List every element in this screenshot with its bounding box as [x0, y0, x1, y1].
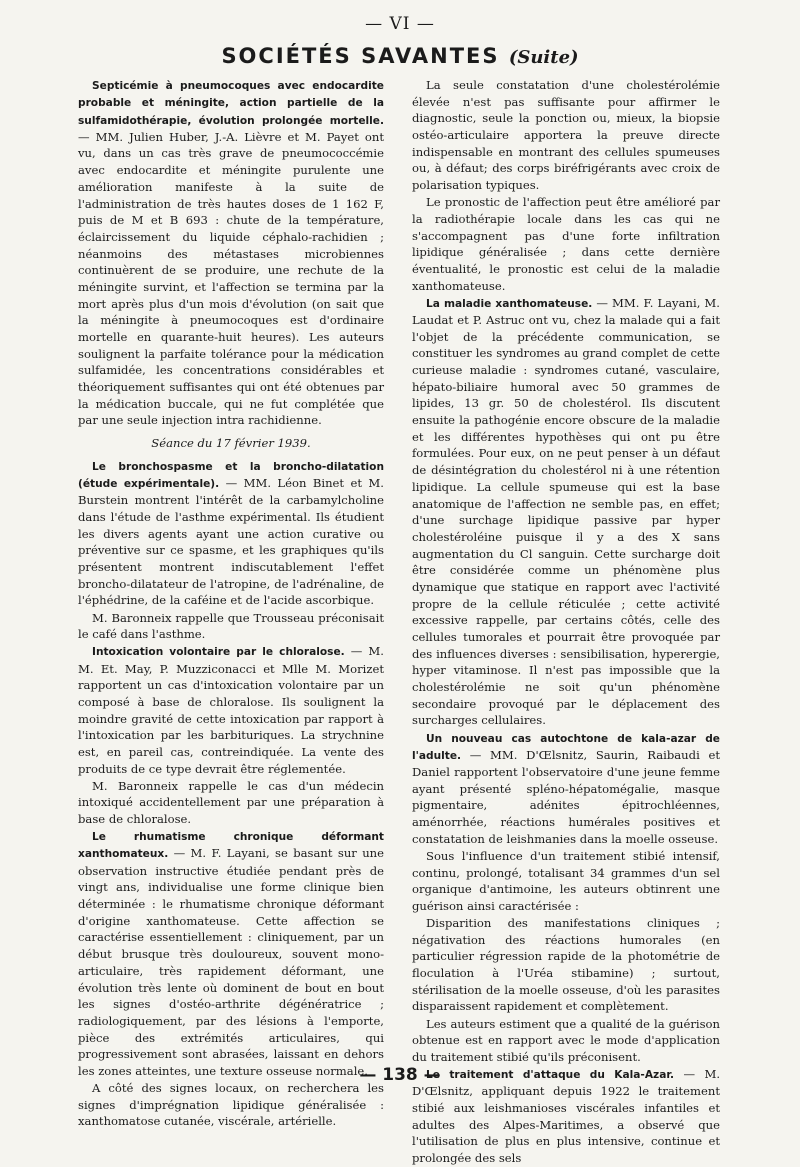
- roman-page-marker: — VI —: [365, 14, 435, 34]
- paragraph: Disparition des manifestations cliniques ; négativation des réactions humorales (en particulier régression rapide de la photométrie de floculation à l'Uréa stibamine) ; surtout, stérilisation de la moelle osseuse, d'où les parasites disparaissent rapidement et complètement.: [412, 916, 720, 1014]
- article-title: Intoxication volontaire par le chloralose.: [92, 646, 345, 659]
- article-text: — M. F. Layani, se basant sur une observation instructive étudiée pendant près de vingt ans, individualise une forme clinique bien déterminée : le rhumatisme chronique déformant d'origine xanthomateuse. Cette affection se caractérise essentiellement : cliniquement, par un début brusque très douloureux, souvent mono-articulaire, très rapidement déformant, une évolution très lente où dominent de bout en bout les signes d'ostéo-arthrite dégénératrice ; radiologiquement, par des lésions à l'emporte, pièce des extrémités articulaires, qui progressivement sont abrasées, laissant en dehors les zones atteintes, une texture osseuse normale.: [78, 846, 384, 1078]
- article-chloralose: [78, 643, 384, 777]
- paragraph: La seule constatation d'une cholestérolémie élevée n'est pas suffisante pour affirmer le diagnostic, seule la ponction ou, mieux, la biopsie ostéo-articulaire apportera la preuve directe indispensable en montrant des cellules spumeuses ou, à défaut; des corps biréfrigérants avec croix de polarisation typiques.: [412, 78, 720, 193]
- article-text: — M. D'Œlsnitz, appliquant depuis 1922 le traitement stibié aux leishmanioses viscérales infantiles et adultes des Alpes-Maritimes, a observé que l'utilisation de plus en plus intensive, continue et prolongée des sels: [412, 1066, 721, 1165]
- article-text: — MM. F. Layani, M. Laudat et P. Astruc ont vu, chez la malade qui a fait l'objet de la précédente communication, se constituer les syndromes au grand complet de cette curieuse maladie : syndromes cutané, vasculaire, hépato-biliaire humoral avec 50 grammes de lipides, 13 gr. 50 de cholestérol. Ils discutent ensuite la pathogénie encore obscure de la maladie et les différentes hypothèses qui ont pu être formulées. Pour eux, on ne peut penser à un défaut de désintégration du cholestérol ni à une rétention lipidique. La cellule spumeuse qui est la base anatomique de l'affection ne semble pas, en effet; d'une surchage lipidique passive par hyper cholestéroléine puisque il y a des X sans augmentation du Cl sanguin. Cette surcharge doit être considérée comme un phénomène plus dynamique que statique en rapport avec l'activité propre de la cellule réticulée ; cette activité excessive rappelle, par certains côtés, celle des cellules tumorales et pourrait être provoquée par des influences diverses : sensibilisation, hyperergie, hyper vitaminose. Il n'est pas impossible que la cholestérolémie ne soit qu'un phénomène secondaire provoqué par le déplacement des surcharges cellulaires.: [412, 295, 720, 728]
- comment-baronneix-2: M. Baronneix rappelle le cas d'un médecin intoxiqué accidentellement par une préparation à base de chloralose.: [78, 778, 384, 827]
- article-title: Un nouveau cas autochtone de kala-azar de l'adulte.: [412, 732, 720, 762]
- article-title: Le bronchospasme et la broncho-dilatation (étude expérimentale).: [78, 460, 384, 491]
- article-kala-azar: [412, 730, 720, 848]
- section-title: SOCIÉTÉS SAVANTES: [221, 44, 500, 68]
- article-title: La maladie xanthomateuse.: [426, 297, 593, 310]
- article-title: Le rhumatisme chronique déformant xanthomateux.: [78, 831, 384, 861]
- article-text: — MM. D'Œlsnitz, Saurin, Raibaudi et Daniel rapportent l'observatoire d'une jeune femme ayant présenté spléno-hépatomégalie, masque pigmentaire, adénites épitrochléennes, aménorrhée, réactions humérales positives et constatation de leishmanies dans la moelle osseuse.: [412, 747, 720, 846]
- right-column: [412, 77, 720, 1167]
- article-text: — M. M. Et. May, P. Muzziconacci et Mlle M. Morizet rapportent un cas d'intoxication volontaire par un composé à base de chloralose. Ils soulignent la moindre gravité de cette intoxication par rapport à l'intoxication par les barbituriques. La strychnine est, en pareil cas, contreindiquée. La vente des produits de ce type devrait être réglementée.: [78, 644, 384, 776]
- article-bronchospasme: [78, 458, 384, 609]
- paragraph: Sous l'influence d'un traitement stibié intensif, continu, prolongé, totalisant 34 grammes d'un sel organique d'antimoine, les auteurs obtinrent une guérison ainsi caractérisée :: [412, 848, 720, 913]
- article-title: Septicémie à pneumocoques avec endocardite probable et méningite, action partielle de la sulfamidothérapie, évolution prolongée mortelle.: [78, 80, 384, 127]
- paragraph: Les auteurs estiment que a qualité de la guérison obtenue est en rapport avec le mode d'application du traitement stibié qu'ils préconisent.: [412, 1016, 720, 1064]
- page-number: — 138 —: [359, 1065, 441, 1085]
- section-suite: (Suite): [508, 47, 579, 68]
- paragraph: A côté des signes locaux, on recherchera les signes d'imprégnation lipidique généralisée : xanthomatose cutanée, viscérale, artérielle.: [78, 1081, 384, 1129]
- article-rhumatisme: [78, 828, 384, 1079]
- section-heading: [0, 44, 800, 68]
- article-septicemie: [78, 77, 384, 429]
- comment-baronneix-1: M. Baronneix rappelle que Trousseau préconisait le café dans l'asthme.: [78, 610, 384, 642]
- article-text: — MM. Léon Binet et M. Burstein montrent l'intérêt de la carbamylcholine dans l'étude de l'asthme expérimental. Ils étudient les divers agents ayant une action curative ou préventive sur ce spasme, et les graphiques qu'ils présentent montrent indiscutablement l'effet broncho-dilatateur de l'atropine, de l'adrénaline, de l'éphédrine, de la caféine et de l'acide ascorbique.: [78, 476, 384, 608]
- article-maladie-xanthomateuse: [412, 295, 720, 729]
- article-title: Le traitement d'attaque du Kala-Azar.: [426, 1068, 675, 1081]
- left-column: [78, 77, 384, 1130]
- session-date: Séance du 17 février 1939.: [151, 436, 311, 451]
- article-text: — MM. Julien Huber, J.-A. Lièvre et M. Payet ont vu, dans un cas très grave de pneumococcémie avec endocardite et méningite purulente une amélioration manifeste à la suite de l'administration de très hautes doses de 1 162 F, puis de M et B 693 : chute de la température, éclaircissement du liquide céphalo-rachidien ; néanmoins des métastases microbiennes continuèrent de se produire, une rechute de la méningite survint, et l'affection se termina par la mort après plus d'un mois d'évolution (on sait que la méningite à pneumocoques est d'ordinaire mortelle en quarante-huit heures). Les auteurs soulignent la parfaite tolérance pour la médication sulfamidée, les concentrations considérables et théoriquement suffisantes qui ont été obtenues par la médication buccale, qui ne fut complétée que par une seule injection intra rachidienne.: [78, 129, 384, 428]
- paragraph: Le pronostic de l'affection peut être amélioré par la radiothérapie locale dans les cas qui ne s'accompagnent pas d'une forte infiltration lipidique généralisée ; dans cette dernière éventualité, le pronostic est celui de la maladie xanthomateuse.: [412, 195, 720, 293]
